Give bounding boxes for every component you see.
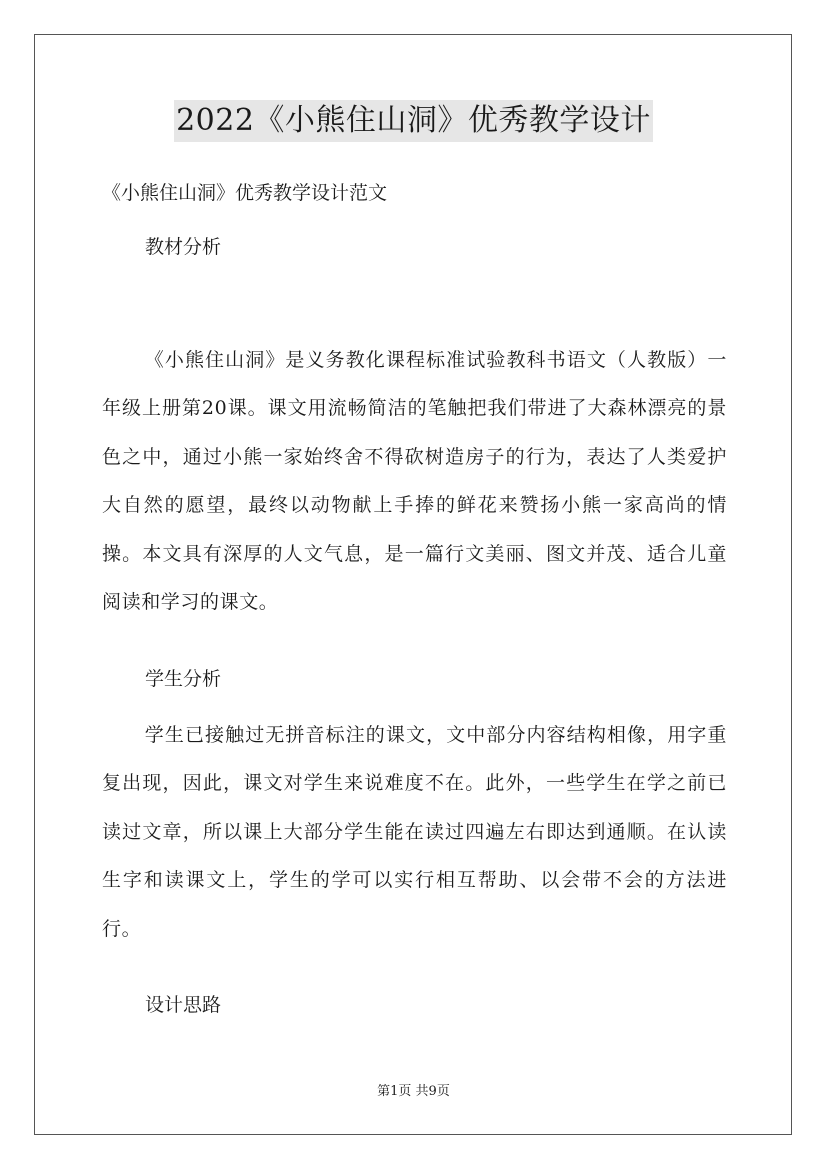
section-heading-textbook-analysis: 教材分析: [145, 236, 222, 258]
section-heading-student-analysis: 学生分析: [145, 668, 222, 690]
document-title-text: 2022《小熊住山洞》优秀教学设计: [174, 100, 653, 142]
section-heading-design-ideas: 设计思路: [145, 994, 222, 1016]
paragraph-textbook-analysis: 《小熊住山洞》是义务教化课程标准试验教科书语文（人教版）一年级上册第20课。课文用流畅简洁的笔触把我们带进了大森林漂亮的景色之中，通过小熊一家始终舍不得砍树造房子的行为，表达了人类爱护大自然的愿望，最终以动物献上手捧的鲜花来赞扬小熊一家高尚的情操。本文具有深厚的人文气息，是一篇行文美丽、图文并茂、适合儿童阅读和学习的课文。: [102, 349, 727, 614]
paragraph-student-analysis: 学生已接触过无拼音标注的课文，文中部分内容结构相像，用字重复出现，因此，课文对学生来说难度不在。此外，一些学生在学之前已读过文章，所以课上大部分学生能在读过四遍左右即达到通顺。在认读生字和读课文上，学生的学可以实行相互帮助、以会带不会的方法进行。: [102, 724, 727, 940]
page-footer: 第1页 共9页: [377, 1084, 450, 1099]
document-title: [0, 100, 827, 142]
document-subtitle: 《小熊住山洞》优秀教学设计范文: [102, 182, 388, 204]
